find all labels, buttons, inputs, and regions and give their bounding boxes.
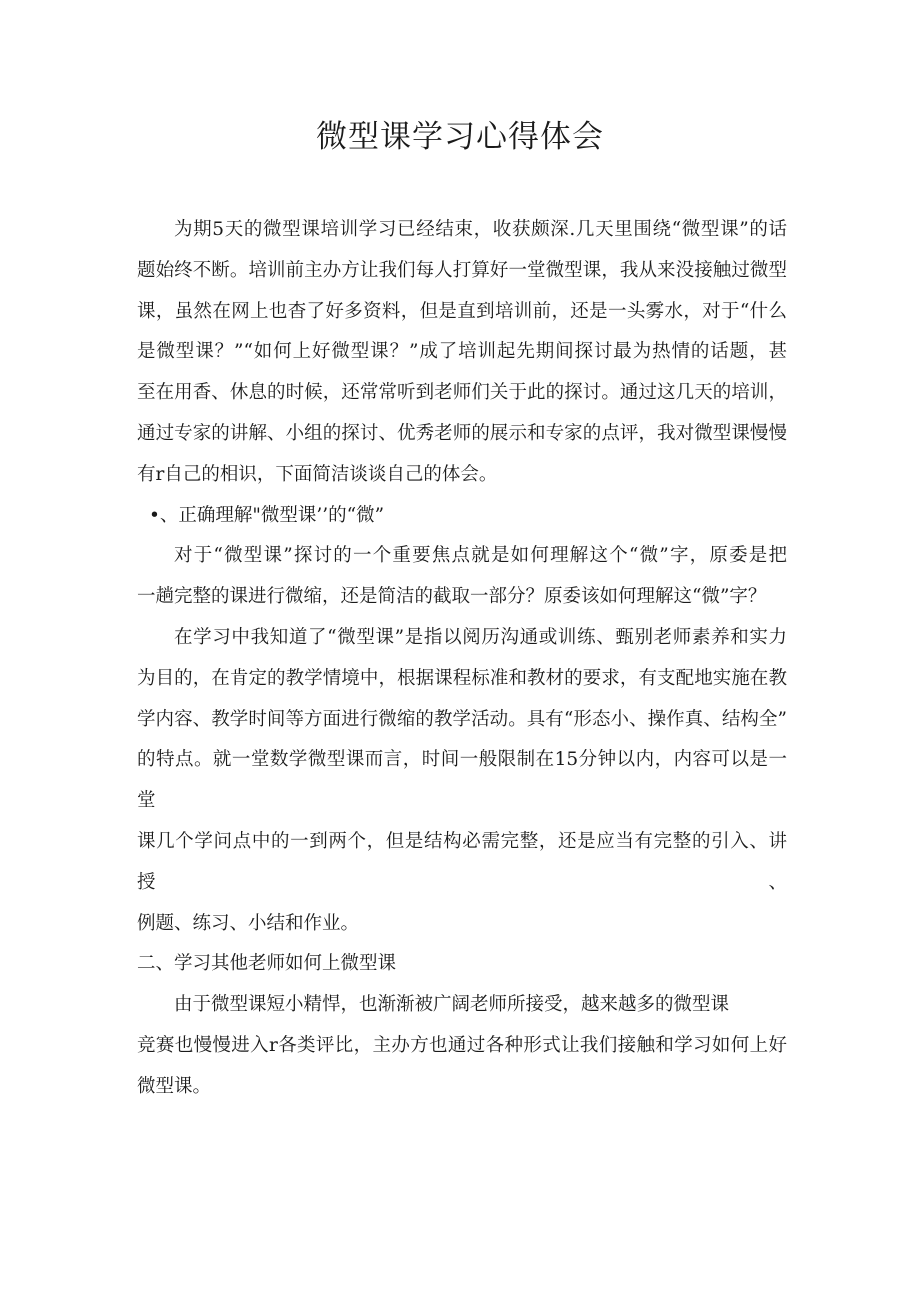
text-line: 在学习中我知道了“微型课”是指以阅历沟通或训练、甄别老师素养和实力 [174,626,787,648]
text-line: 有r自己的相识，下面简洁谈谈自己的体会。 [137,463,498,485]
intro-paragraph [137,210,787,496]
section-1-paragraph-1 [137,536,787,618]
text-line: 由于微型课短小精悍，也渐渐被广阔老师所接受，越来越多的微型课 [174,994,730,1016]
text-line: 是微型课？”“如何上好微型课？”成了培训起先期间探讨最为热情的话题，甚 [137,341,787,363]
page-title: 微型课学习心得体会 [316,119,604,155]
text-line: 一趟完整的课进行微缩，还是简洁的截取一部分？原委该如何理解这“微”字？ [137,586,767,608]
section-1-paragraph-2 [137,618,787,944]
text-line: 为目的，在肯定的教学情境中，根据课程标准和教材的要求，有支配地实施在教 [137,667,787,689]
text-line: 例题、练习、小结和作业。 [137,912,360,934]
text-line: 为期5天的微型课培训学习已经结束，收获颇深.几天里围绕“微型课”的话 [174,219,787,240]
section-2-heading: 二、学习其他老师如何上微型课 [137,953,397,975]
text-line: 学内容、教学时间等方面进行微缩的教学活动。具有“形态小、操作真、结构全” [137,708,787,730]
text-line: 至在用香、休息的时候，还常常听到老师们关于此的探讨。通过这几天的培训， [137,382,787,404]
text-line: 对于“微型课”探讨的一个重要焦点就是如何理解这个“微”字，原委是把 [174,545,787,567]
text-line: 竞赛也慢慢进入r各类评比，主办方也通过各种形式让我们接触和学习如何上好 [137,1034,787,1056]
section-2-paragraph-1 [137,985,787,1107]
text-line: 课，虽然在网上也杳了好多资料，但是直到培训前，还是一头雾水，对于“什么 [137,300,787,322]
text-line: 的特点。就一堂数学微型课而言，时间一般限制在15分钟以内，内容可以是一堂 [137,749,787,812]
text-line: 通过专家的讲解、小组的探讨、优秀老师的展示和专家的点评，我对微型课慢慢 [137,422,787,444]
text-line: 微型课。 [137,1075,212,1097]
document-body [137,210,787,1108]
text-line: 课几个学问点中的一到两个，但是结构必需完整，还是应当有完整的引入、讲授、 [137,830,787,893]
section-1-heading: •、正确理解"微型课’’的“微” [149,504,385,526]
text-line: 题始终不断。培训前主办方让我们每人打算好一堂微型课，我从来没接触过微型 [137,259,787,281]
